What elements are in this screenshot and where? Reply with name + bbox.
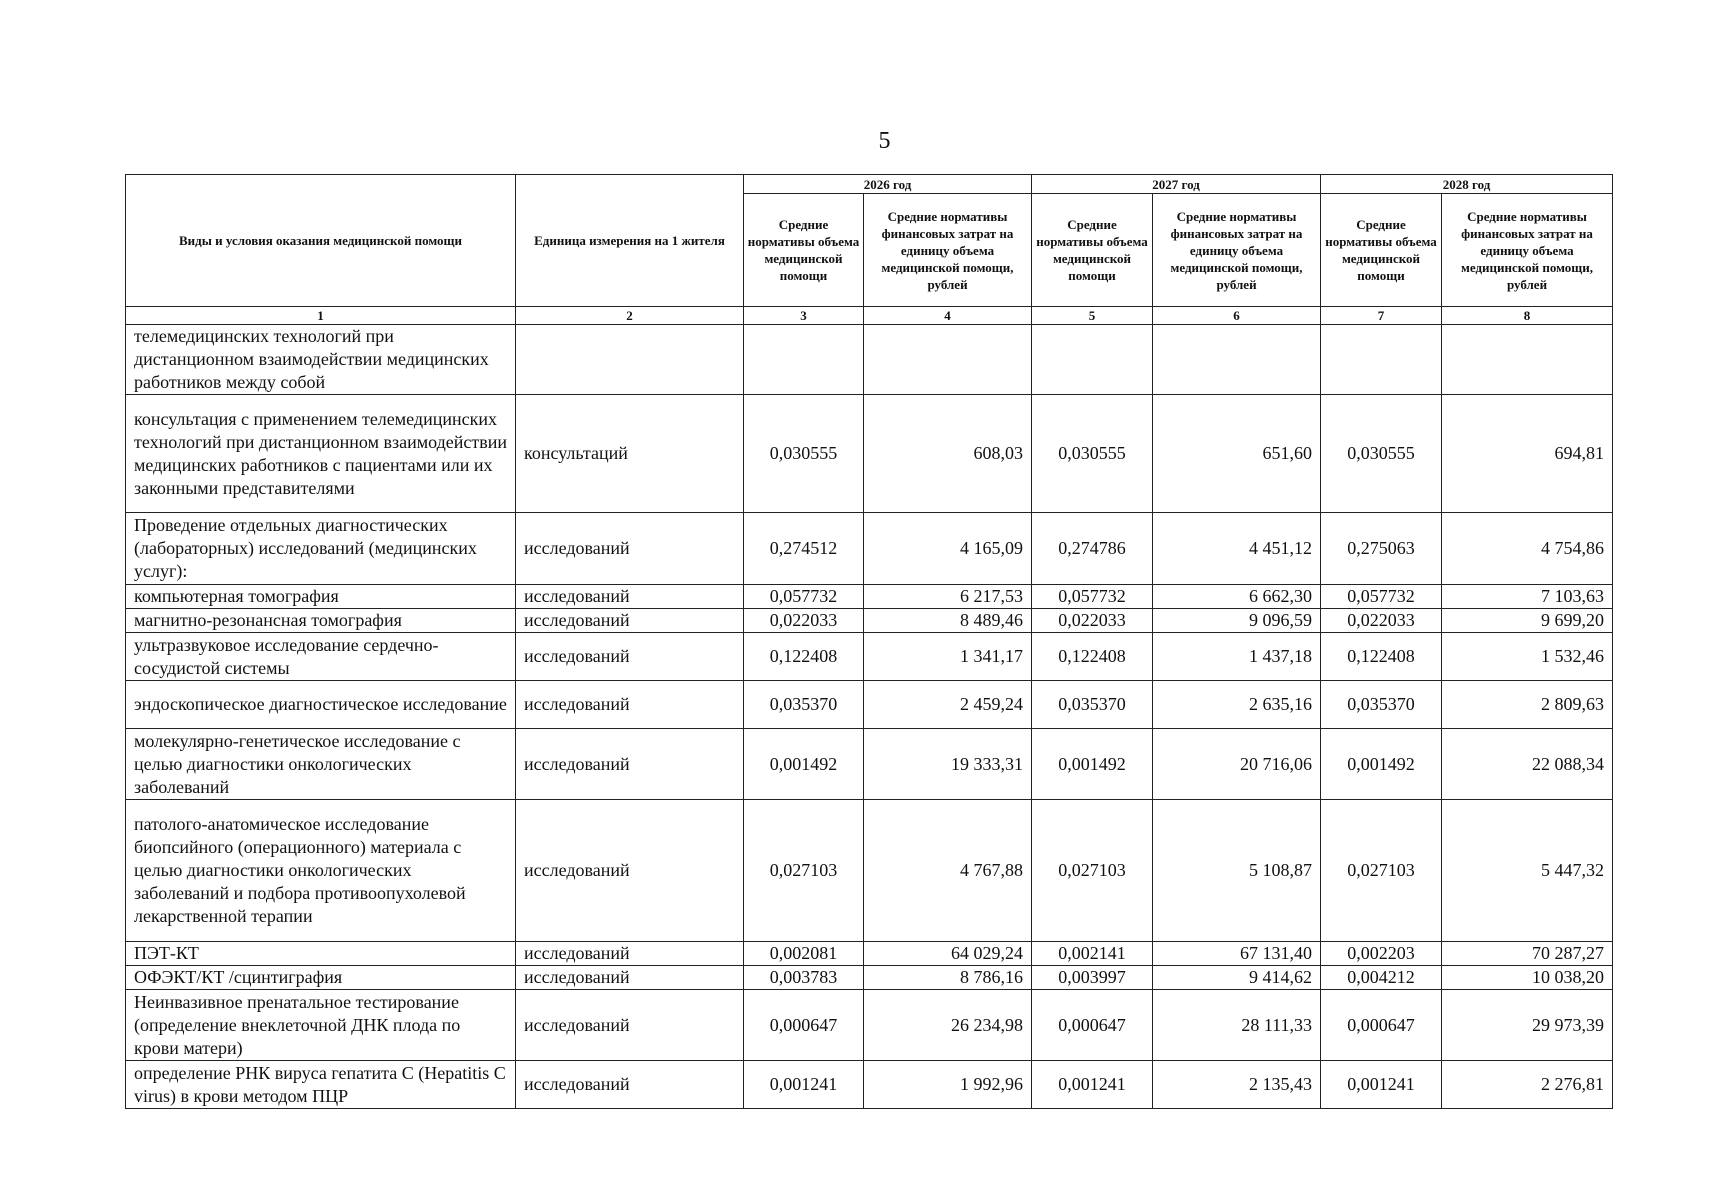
- cost-2028: 70 287,27: [1442, 942, 1613, 966]
- cost-2026: 26 234,98: [864, 990, 1032, 1061]
- cost-2026: 8 786,16: [864, 966, 1032, 990]
- column-number: 2: [516, 307, 744, 325]
- volume-2027: 0,057732: [1032, 585, 1153, 609]
- cost-2028: 2 809,63: [1442, 681, 1613, 729]
- unit-cell: [516, 325, 744, 395]
- unit-cell: исследований: [516, 990, 744, 1061]
- cost-2026: 19 333,31: [864, 729, 1032, 800]
- header-year-2026: 2026 год: [744, 175, 1032, 194]
- volume-2027: 0,030555: [1032, 395, 1153, 513]
- cost-2027: 20 716,06: [1153, 729, 1321, 800]
- volume-2026: 0,002081: [744, 942, 864, 966]
- unit-cell: исследований: [516, 729, 744, 800]
- cost-2026: 4 165,09: [864, 513, 1032, 585]
- header-year-2028: 2028 год: [1321, 175, 1613, 194]
- cost-2027: 2 635,16: [1153, 681, 1321, 729]
- unit-cell: исследований: [516, 633, 744, 681]
- service-name: ПЭТ-КТ: [126, 942, 516, 966]
- header-volume-2026: Средние нормативы объема медицинской помощи: [744, 194, 864, 307]
- unit-cell: исследований: [516, 681, 744, 729]
- table-row: [126, 609, 1613, 633]
- cost-2028: 1 532,46: [1442, 633, 1613, 681]
- volume-2026: 0,001492: [744, 729, 864, 800]
- volume-2027: 0,122408: [1032, 633, 1153, 681]
- column-number: 8: [1442, 307, 1613, 325]
- column-number: 1: [126, 307, 516, 325]
- cost-2027: 9 414,62: [1153, 966, 1321, 990]
- header-unit: Единица измерения на 1 жителя: [516, 175, 744, 307]
- volume-2026: 0,122408: [744, 633, 864, 681]
- service-name: ультразвуковое исследование сердечно-сосудистой системы: [126, 633, 516, 681]
- volume-2028: 0,001492: [1321, 729, 1442, 800]
- service-name: телемедицинских технологий при дистанционном взаимодействии медицинских работников между собой: [126, 325, 516, 395]
- volume-2026: 0,035370: [744, 681, 864, 729]
- cost-2027: 6 662,30: [1153, 585, 1321, 609]
- cost-2027: 2 135,43: [1153, 1061, 1321, 1109]
- header-cost-2028: Средние нормативы финансовых затрат на единицу объема медицинской помощи, рублей: [1442, 194, 1613, 307]
- table-row: [126, 395, 1613, 513]
- cost-2028: 7 103,63: [1442, 585, 1613, 609]
- volume-2027: 0,274786: [1032, 513, 1153, 585]
- cost-2028: 5 447,32: [1442, 800, 1613, 942]
- header-cost-2027: Средние нормативы финансовых затрат на единицу объема медицинской помощи, рублей: [1153, 194, 1321, 307]
- volume-2027: 0,035370: [1032, 681, 1153, 729]
- cost-2027: 9 096,59: [1153, 609, 1321, 633]
- service-name: ОФЭКТ/КТ /сцинтиграфия: [126, 966, 516, 990]
- unit-cell: исследований: [516, 609, 744, 633]
- cost-2026: 6 217,53: [864, 585, 1032, 609]
- cost-2027: [1153, 325, 1321, 395]
- service-name: патолого-анатомическое исследование биопсийного (операционного) материала с целью диагностики онкологических заболеваний и подбора противоопухолевой лекарственной терапии: [126, 800, 516, 942]
- table-body: [126, 325, 1613, 1109]
- table-row: [126, 585, 1613, 609]
- cost-2028: [1442, 325, 1613, 395]
- volume-2028: 0,004212: [1321, 966, 1442, 990]
- service-name: Проведение отдельных диагностических (лабораторных) исследований (медицинских услуг):: [126, 513, 516, 585]
- table-row: [126, 990, 1613, 1061]
- table-row: [126, 966, 1613, 990]
- cost-2026: 1 992,96: [864, 1061, 1032, 1109]
- service-name: эндоскопическое диагностическое исследование: [126, 681, 516, 729]
- unit-cell: исследований: [516, 800, 744, 942]
- column-number: 4: [864, 307, 1032, 325]
- volume-2028: 0,022033: [1321, 609, 1442, 633]
- column-number: 6: [1153, 307, 1321, 325]
- header-volume-2027: Средние нормативы объема медицинской помощи: [1032, 194, 1153, 307]
- volume-2026: 0,027103: [744, 800, 864, 942]
- table-row: [126, 513, 1613, 585]
- volume-2028: 0,057732: [1321, 585, 1442, 609]
- column-number: 3: [744, 307, 864, 325]
- service-name: молекулярно-генетическое исследование с целью диагностики онкологических заболеваний: [126, 729, 516, 800]
- service-name: консультация с применением телемедицинских технологий при дистанционном взаимодействии медицинских работников с пациентами или их законными представителями: [126, 395, 516, 513]
- header-service-type: Виды и условия оказания медицинской помощи: [126, 175, 516, 307]
- column-number: 7: [1321, 307, 1442, 325]
- volume-2026: 0,030555: [744, 395, 864, 513]
- volume-2027: 0,027103: [1032, 800, 1153, 942]
- volume-2026: [744, 325, 864, 395]
- unit-cell: исследований: [516, 942, 744, 966]
- service-name: определение РНК вируса гепатита С (Hepatitis C virus) в крови методом ПЦР: [126, 1061, 516, 1109]
- volume-2028: 0,275063: [1321, 513, 1442, 585]
- norms-table: [125, 174, 1613, 1109]
- volume-2028: [1321, 325, 1442, 395]
- cost-2028: 694,81: [1442, 395, 1613, 513]
- table-row: [126, 633, 1613, 681]
- cost-2028: 22 088,34: [1442, 729, 1613, 800]
- cost-2028: 2 276,81: [1442, 1061, 1613, 1109]
- volume-2028: 0,035370: [1321, 681, 1442, 729]
- service-name: Неинвазивное пренатальное тестирование (определение внеклеточной ДНК плода по крови матери): [126, 990, 516, 1061]
- cost-2028: 29 973,39: [1442, 990, 1613, 1061]
- volume-2028: 0,000647: [1321, 990, 1442, 1061]
- unit-cell: исследований: [516, 513, 744, 585]
- unit-cell: исследований: [516, 966, 744, 990]
- table-row: [126, 942, 1613, 966]
- cost-2027: 28 111,33: [1153, 990, 1321, 1061]
- volume-2026: 0,001241: [744, 1061, 864, 1109]
- volume-2028: 0,030555: [1321, 395, 1442, 513]
- volume-2027: [1032, 325, 1153, 395]
- cost-2026: 8 489,46: [864, 609, 1032, 633]
- service-name: магнитно-резонансная томография: [126, 609, 516, 633]
- volume-2027: 0,001492: [1032, 729, 1153, 800]
- volume-2027: 0,022033: [1032, 609, 1153, 633]
- volume-2027: 0,001241: [1032, 1061, 1153, 1109]
- volume-2028: 0,122408: [1321, 633, 1442, 681]
- unit-cell: консультаций: [516, 395, 744, 513]
- table-row: [126, 681, 1613, 729]
- table-row: [126, 325, 1613, 395]
- cost-2027: 1 437,18: [1153, 633, 1321, 681]
- table-row: [126, 1061, 1613, 1109]
- header-volume-2028: Средние нормативы объема медицинской помощи: [1321, 194, 1442, 307]
- unit-cell: исследований: [516, 1061, 744, 1109]
- volume-2027: 0,003997: [1032, 966, 1153, 990]
- page-number: 5: [878, 128, 891, 154]
- table-row: [126, 800, 1613, 942]
- unit-cell: исследований: [516, 585, 744, 609]
- cost-2028: 9 699,20: [1442, 609, 1613, 633]
- cost-2026: 64 029,24: [864, 942, 1032, 966]
- cost-2028: 10 038,20: [1442, 966, 1613, 990]
- volume-2026: 0,057732: [744, 585, 864, 609]
- volume-2026: 0,000647: [744, 990, 864, 1061]
- cost-2028: 4 754,86: [1442, 513, 1613, 585]
- volume-2027: 0,000647: [1032, 990, 1153, 1061]
- volume-2028: 0,027103: [1321, 800, 1442, 942]
- table-row: [126, 729, 1613, 800]
- header-year-2027: 2027 год: [1032, 175, 1321, 194]
- column-number: 5: [1032, 307, 1153, 325]
- cost-2026: 1 341,17: [864, 633, 1032, 681]
- volume-2026: 0,274512: [744, 513, 864, 585]
- cost-2027: 5 108,87: [1153, 800, 1321, 942]
- cost-2026: 2 459,24: [864, 681, 1032, 729]
- volume-2026: 0,022033: [744, 609, 864, 633]
- service-name: компьютерная томография: [126, 585, 516, 609]
- cost-2027: 651,60: [1153, 395, 1321, 513]
- volume-2028: 0,002203: [1321, 942, 1442, 966]
- cost-2026: 4 767,88: [864, 800, 1032, 942]
- cost-2026: 608,03: [864, 395, 1032, 513]
- cost-2027: 67 131,40: [1153, 942, 1321, 966]
- table-header: [126, 175, 1613, 325]
- volume-2028: 0,001241: [1321, 1061, 1442, 1109]
- volume-2027: 0,002141: [1032, 942, 1153, 966]
- cost-2026: [864, 325, 1032, 395]
- cost-2027: 4 451,12: [1153, 513, 1321, 585]
- header-cost-2026: Средние нормативы финансовых затрат на единицу объема медицинской помощи, рублей: [864, 194, 1032, 307]
- volume-2026: 0,003783: [744, 966, 864, 990]
